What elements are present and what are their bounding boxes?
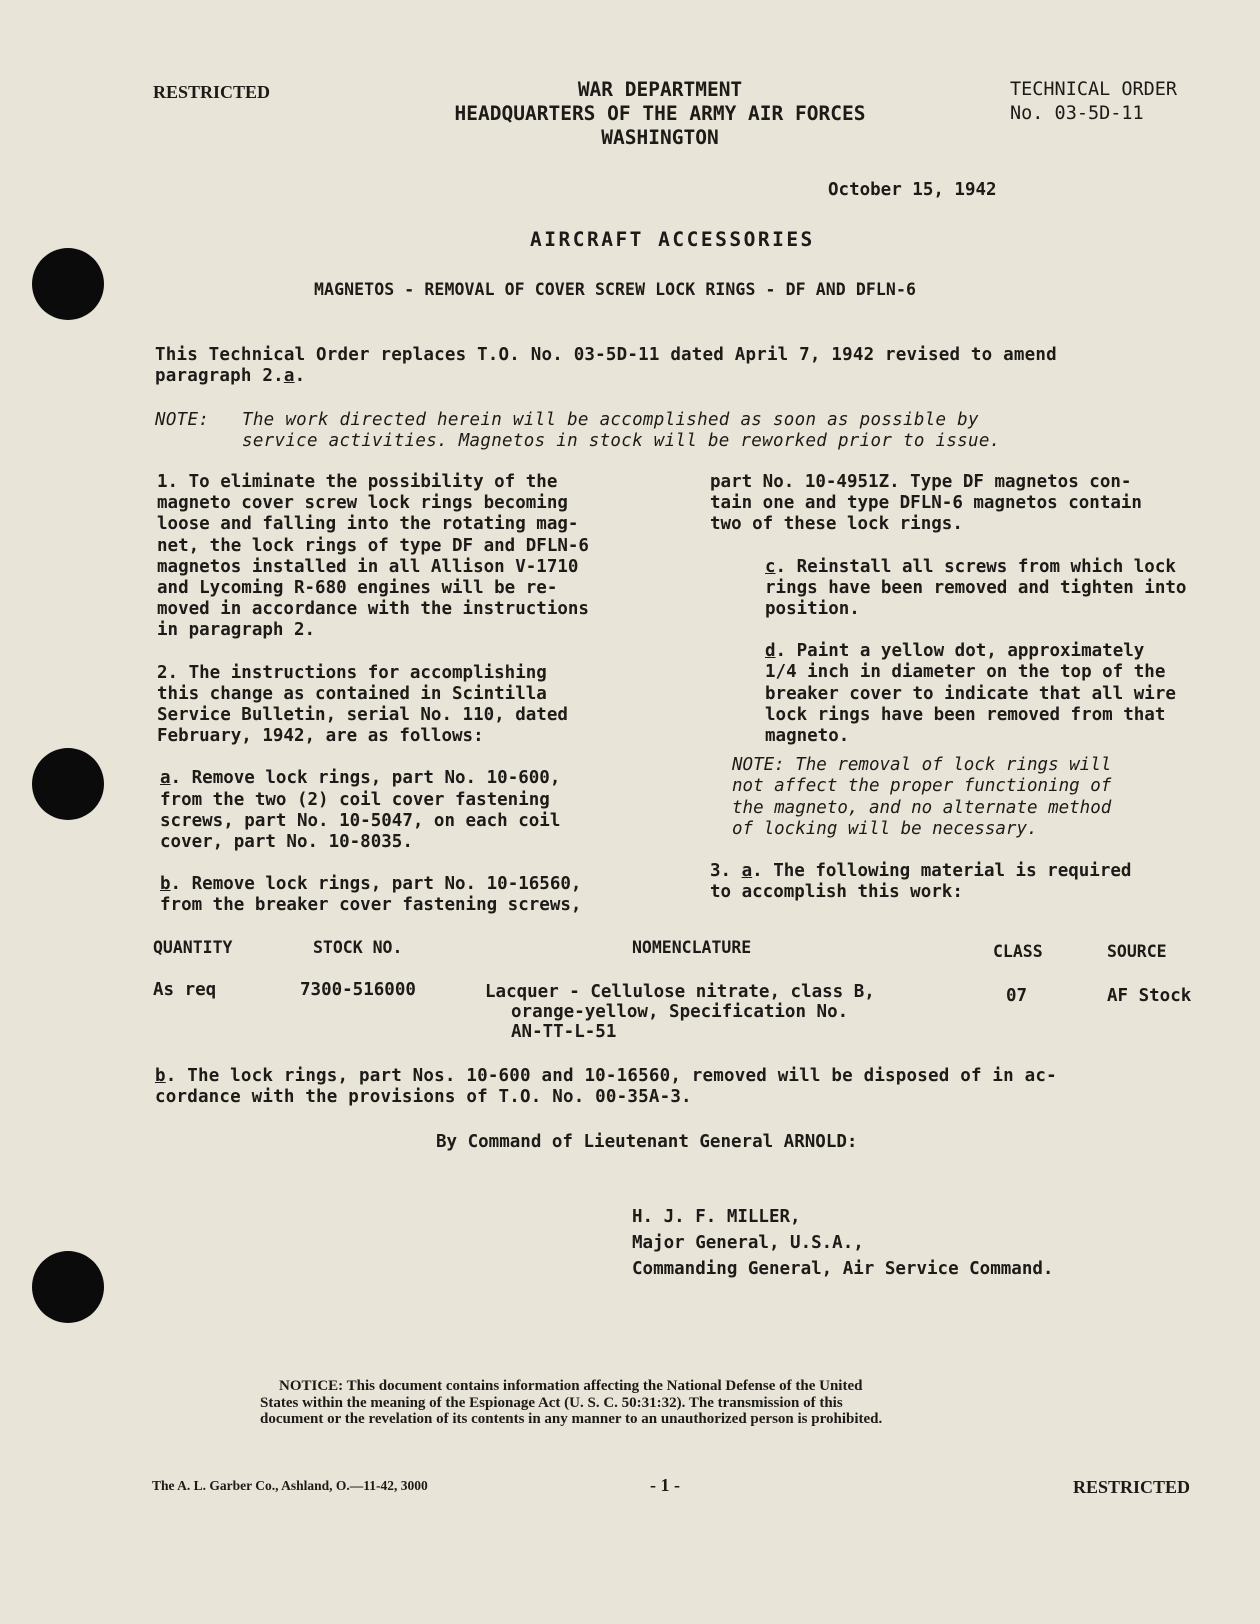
intro-line-2: paragraph 2.a. [155,366,306,386]
text-line: Service Bulletin, serial No. 110, dated [157,705,568,726]
punch-hole-top [32,248,104,320]
paragraph-3b [155,1066,1057,1108]
text-line: lock rings have been removed from that [765,704,1166,725]
signature-rank: Major General, U.S.A., [632,1233,864,1253]
text-line: the magneto, and no alternate method [732,797,1112,818]
punch-hole-middle [32,748,104,820]
printer-credit: The A. L. Garber Co., Ashland, O.—11-42, 3000 [152,1478,428,1493]
table-header-stock-no: STOCK NO. [313,938,403,957]
text-line: to accomplish this work: [710,882,963,903]
text-line: loose and falling into the rotating mag- [157,514,579,535]
note-top-line-1: The work directed herein will be accomplished as soon as possible by [242,410,979,430]
signature-block [632,1204,1053,1282]
table-cell-stock-no: 7300-516000 [300,980,416,1000]
document-date: October 15, 1942 [828,180,997,200]
section-title: AIRCRAFT ACCESSORIES [530,228,815,251]
department-line-2: HEADQUARTERS OF THE ARMY AIR FORCES [454,102,866,125]
technical-order-label: TECHNICAL ORDER [1010,79,1178,100]
table-cell-nomenclature: Lacquer - Cellulose nitrate, class B, orange-yellow, Specification No. AN-TT-L-51 [485,982,875,1042]
text-line: breaker cover to indicate that all wire [765,683,1176,704]
technical-order-number [1010,78,1177,126]
paragraph-2 [157,663,589,748]
page-number: - 1 - [650,1475,680,1495]
text-line: 3. a. The following material is required [710,861,1132,882]
text-line: part No. 10-4951Z. Type DF magnetos con- [710,472,1132,492]
restricted-label-top: RESTRICTED [153,82,271,102]
department-line-3: WASHINGTON [601,126,719,149]
paragraph-3a [710,861,1186,903]
text-line: not affect the proper functioning of [732,776,1112,797]
paragraph-2b-continued [710,472,1186,536]
text-line: 1. To eliminate the possibility of the [157,472,558,492]
table-header-nomenclature: NOMENCLATURE [632,938,752,957]
text-line: tain one and type DFLN-6 magnetos contain [710,493,1142,514]
signature-name: H. J. F. MILLER, [632,1207,801,1227]
text-line: 2. The instructions for accomplishing [157,662,547,683]
text-line: two of these lock rings. [710,514,963,535]
text-line: from the two (2) coil cover fastening [160,789,550,810]
text-line: c. Reinstall all screws from which lock [765,556,1176,577]
table-header-class: CLASS [993,942,1043,961]
text-line: in paragraph 2. [157,620,316,641]
text-line: position. [765,599,860,620]
espionage-notice [260,1378,882,1428]
text-line: magneto. [765,726,850,747]
text-line: net, the lock rings of type DF and DFLN-6 [157,535,589,556]
text-line: this change as contained in Scintilla [157,683,547,704]
intro-line-1: This Technical Order replaces T.O. No. 03-5D-11 dated April 7, 1942 revised to amend [155,345,1057,365]
department-line-1: WAR DEPARTMENT [577,78,743,101]
command-line: By Command of Lieutenant General ARNOLD: [436,1132,858,1152]
table-cell-quantity: As req [153,980,217,1000]
text-line: screws, part No. 10-5047, on each coil [160,810,561,831]
subject-line: MAGNETOS - REMOVAL OF COVER SCREW LOCK RINGS - DF AND DFLN-6 [314,280,917,299]
note-top-line-2: service activities. Magnetos in stock will be reworked prior to issue. [242,431,1001,451]
technical-order-no: No. 03-5D-11 [1010,103,1144,124]
punch-hole-bottom [32,1251,104,1323]
text-line: b. Remove lock rings, part No. 10-16560, [160,874,582,895]
paragraph-2c [710,557,1186,621]
text-line: NOTE: The removal of lock rings will [732,755,1112,776]
intro-paragraph [155,345,1057,387]
table-cell-class: 07 [1006,986,1028,1006]
text-line: 1/4 inch in diameter on the top of the [765,662,1166,683]
text-line: d. Paint a yellow dot, approximately [765,641,1145,662]
department-heading [380,78,940,150]
paragraph-2b [157,874,589,916]
note-right-column [710,755,1186,840]
text-line: a. Remove lock rings, part No. 10-600, [160,768,561,789]
right-column [710,472,1186,903]
text-line: from the breaker cover fastening screws, [160,895,582,916]
text-line: rings have been removed and tighten into [765,577,1187,598]
left-column [157,472,589,917]
notice-line-1: NOTICE: This document contains information affecting the National Defense of the United [279,1378,863,1394]
notice-line-2: States within the meaning of the Espionage Act (U. S. C. 50:31:32). The transmission of this [260,1394,843,1411]
signature-title: Commanding General, Air Service Command. [632,1259,1054,1279]
text-line: and Lycoming R-680 engines will be re- [157,578,558,599]
text-line: of locking will be necessary. [732,818,1038,839]
table-header-quantity: QUANTITY [153,938,233,957]
notice-line-3: document or the revelation of its contents in any manner to an unauthorized person is prohibited. [260,1411,883,1427]
paragraph-3b-line-1: b. The lock rings, part Nos. 10-600 and 10-16560, removed will be disposed of in ac- [155,1066,1057,1086]
table-header-source: SOURCE [1107,942,1167,961]
text-line: February, 1942, are as follows: [157,726,484,747]
paragraph-3b-line-2: cordance with the provisions of T.O. No. 00-35A-3. [155,1087,692,1107]
text-line: magnetos installed in all Allison V-1710 [157,556,579,577]
paragraph-1 [157,472,589,642]
table-cell-source: AF Stock [1107,986,1192,1006]
text-line: moved in accordance with the instructions [157,599,589,620]
note-top-text [242,410,1001,452]
paragraph-2d [710,641,1186,747]
note-label-top: NOTE: [155,410,210,430]
paragraph-2a [157,768,589,853]
text-line: cover, part No. 10-8035. [160,832,413,853]
restricted-label-bottom: RESTRICTED [1073,1477,1191,1497]
text-line: magneto cover screw lock rings becoming [157,493,568,514]
